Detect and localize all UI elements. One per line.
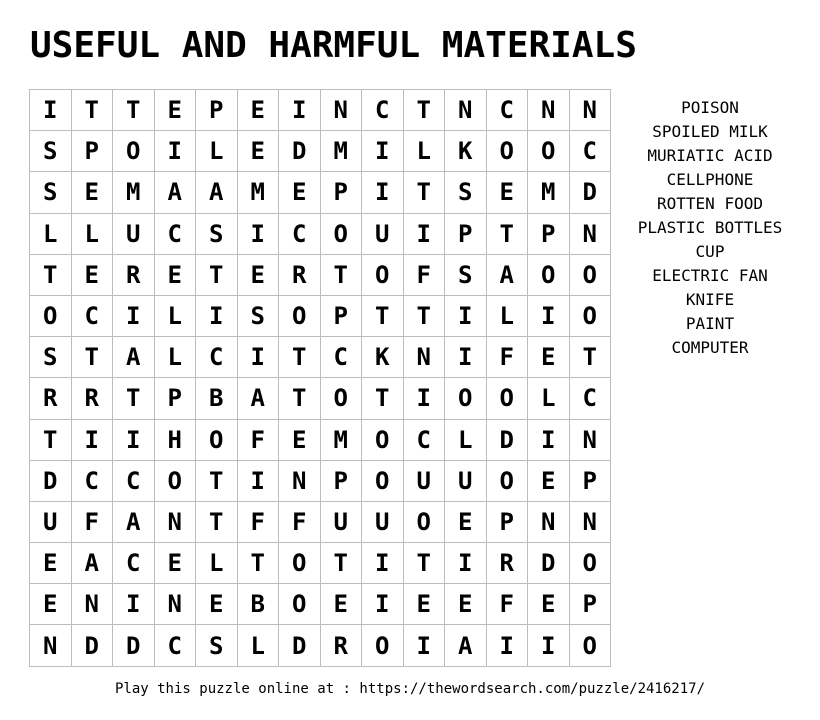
grid-cell[interactable]: N bbox=[72, 584, 114, 625]
grid-cell[interactable]: C bbox=[321, 337, 363, 378]
grid-cell[interactable]: C bbox=[487, 90, 529, 131]
grid-cell[interactable]: T bbox=[30, 420, 72, 461]
grid-cell[interactable]: O bbox=[362, 420, 404, 461]
word-list-item: CUP bbox=[695, 242, 725, 261]
grid-cell[interactable]: A bbox=[445, 625, 487, 666]
grid-cell[interactable]: A bbox=[72, 543, 114, 584]
grid-cell[interactable]: C bbox=[113, 543, 155, 584]
grid-cell[interactable]: O bbox=[321, 378, 363, 419]
grid-cell[interactable]: F bbox=[279, 502, 321, 543]
grid-cell[interactable]: D bbox=[528, 543, 570, 584]
grid-cell[interactable]: I bbox=[528, 625, 570, 666]
grid-cell[interactable]: E bbox=[72, 172, 114, 213]
grid-cell[interactable]: E bbox=[321, 584, 363, 625]
grid-cell[interactable]: I bbox=[113, 420, 155, 461]
grid-cell[interactable]: S bbox=[445, 255, 487, 296]
word-list bbox=[620, 96, 800, 360]
grid-cell[interactable]: O bbox=[487, 461, 529, 502]
grid-cell[interactable]: R bbox=[279, 255, 321, 296]
grid-cell[interactable]: E bbox=[155, 255, 197, 296]
grid-cell[interactable]: P bbox=[570, 584, 612, 625]
grid-cell[interactable]: F bbox=[487, 337, 529, 378]
grid-cell[interactable]: N bbox=[570, 90, 612, 131]
grid-cell[interactable]: I bbox=[196, 296, 238, 337]
grid-cell[interactable]: T bbox=[238, 543, 280, 584]
grid-cell[interactable]: I bbox=[528, 296, 570, 337]
grid-cell[interactable]: E bbox=[155, 543, 197, 584]
word-list-item: PLASTIC BOTTLES bbox=[637, 218, 783, 237]
grid-cell[interactable]: O bbox=[113, 131, 155, 172]
grid-cell[interactable]: B bbox=[238, 584, 280, 625]
grid-cell[interactable]: C bbox=[113, 461, 155, 502]
grid-cell[interactable]: A bbox=[238, 378, 280, 419]
grid-cell[interactable]: O bbox=[362, 461, 404, 502]
grid-cell[interactable]: I bbox=[404, 625, 446, 666]
grid-cell[interactable]: S bbox=[196, 625, 238, 666]
grid-cell[interactable]: E bbox=[238, 131, 280, 172]
grid-cell[interactable]: R bbox=[30, 378, 72, 419]
word-list-item: SPOILED MILK bbox=[652, 122, 768, 141]
grid-cell[interactable]: T bbox=[279, 378, 321, 419]
grid-cell[interactable]: T bbox=[72, 90, 114, 131]
grid-cell[interactable]: S bbox=[30, 337, 72, 378]
grid-cell[interactable]: L bbox=[155, 337, 197, 378]
grid-cell[interactable]: U bbox=[321, 502, 363, 543]
grid-cell[interactable]: L bbox=[404, 131, 446, 172]
grid-cell[interactable]: I bbox=[238, 214, 280, 255]
grid-cell[interactable]: R bbox=[72, 378, 114, 419]
grid-cell[interactable]: R bbox=[487, 543, 529, 584]
grid-cell[interactable]: C bbox=[72, 461, 114, 502]
grid-cell[interactable]: U bbox=[445, 461, 487, 502]
grid-cell[interactable]: O bbox=[487, 378, 529, 419]
grid-cell[interactable]: C bbox=[570, 131, 612, 172]
grid-cell[interactable]: I bbox=[362, 131, 404, 172]
grid-cell[interactable]: T bbox=[362, 378, 404, 419]
grid-cell[interactable]: P bbox=[570, 461, 612, 502]
grid-cell[interactable]: E bbox=[445, 584, 487, 625]
grid-cell[interactable]: O bbox=[487, 131, 529, 172]
grid-cell[interactable]: N bbox=[30, 625, 72, 666]
grid-cell[interactable]: A bbox=[113, 337, 155, 378]
grid-cell[interactable]: E bbox=[196, 584, 238, 625]
grid-cell[interactable]: L bbox=[155, 296, 197, 337]
grid-cell[interactable]: P bbox=[196, 90, 238, 131]
grid-cell[interactable]: R bbox=[113, 255, 155, 296]
grid-cell[interactable]: T bbox=[362, 296, 404, 337]
grid-cell[interactable]: I bbox=[445, 337, 487, 378]
grid-cell[interactable]: C bbox=[279, 214, 321, 255]
grid-cell[interactable]: N bbox=[528, 502, 570, 543]
grid-cell[interactable]: L bbox=[196, 131, 238, 172]
grid-cell[interactable]: L bbox=[30, 214, 72, 255]
grid-cell[interactable]: A bbox=[487, 255, 529, 296]
grid-cell[interactable]: T bbox=[321, 255, 363, 296]
grid-cell[interactable]: F bbox=[238, 502, 280, 543]
grid-cell[interactable]: O bbox=[155, 461, 197, 502]
grid-cell[interactable]: I bbox=[279, 90, 321, 131]
grid-cell[interactable]: O bbox=[279, 543, 321, 584]
grid-cell[interactable]: P bbox=[321, 296, 363, 337]
grid-cell[interactable]: T bbox=[30, 255, 72, 296]
grid-cell[interactable]: M bbox=[113, 172, 155, 213]
word-list-item: KNIFE bbox=[685, 290, 735, 309]
grid-cell[interactable]: N bbox=[570, 420, 612, 461]
grid-cell[interactable]: S bbox=[196, 214, 238, 255]
grid-cell[interactable]: N bbox=[155, 584, 197, 625]
word-list-item: ROTTEN FOOD bbox=[657, 194, 763, 213]
grid-cell[interactable]: E bbox=[72, 255, 114, 296]
grid-cell[interactable]: I bbox=[72, 420, 114, 461]
grid-cell[interactable]: E bbox=[238, 90, 280, 131]
grid-cell[interactable]: D bbox=[279, 625, 321, 666]
letter-grid bbox=[29, 89, 611, 667]
grid-cell[interactable]: R bbox=[321, 625, 363, 666]
grid-cell[interactable]: O bbox=[570, 255, 612, 296]
grid-cell[interactable]: I bbox=[487, 625, 529, 666]
grid-cell[interactable]: I bbox=[404, 214, 446, 255]
grid-cell[interactable]: O bbox=[528, 255, 570, 296]
grid-cell[interactable]: O bbox=[362, 625, 404, 666]
grid-cell[interactable]: E bbox=[155, 90, 197, 131]
grid-cell[interactable]: P bbox=[528, 214, 570, 255]
grid-cell[interactable]: S bbox=[238, 296, 280, 337]
grid-cell[interactable]: C bbox=[155, 625, 197, 666]
grid-cell[interactable]: T bbox=[196, 502, 238, 543]
footer bbox=[0, 679, 820, 699]
grid-cell[interactable]: E bbox=[445, 502, 487, 543]
grid-cell[interactable]: C bbox=[404, 420, 446, 461]
grid-cell[interactable]: I bbox=[238, 461, 280, 502]
grid-cell[interactable]: O bbox=[279, 584, 321, 625]
grid-cell[interactable]: S bbox=[30, 172, 72, 213]
grid-cell[interactable]: F bbox=[72, 502, 114, 543]
grid-cell[interactable]: F bbox=[404, 255, 446, 296]
grid-cell[interactable]: I bbox=[362, 543, 404, 584]
grid-cell[interactable]: D bbox=[72, 625, 114, 666]
grid-cell[interactable]: H bbox=[155, 420, 197, 461]
grid-cell[interactable]: T bbox=[404, 543, 446, 584]
grid-cell[interactable]: I bbox=[113, 296, 155, 337]
grid-cell[interactable]: T bbox=[404, 296, 446, 337]
grid-cell[interactable]: M bbox=[321, 420, 363, 461]
grid-cell[interactable]: C bbox=[72, 296, 114, 337]
grid-cell[interactable]: N bbox=[279, 461, 321, 502]
grid-cell[interactable]: I bbox=[528, 420, 570, 461]
grid-cell[interactable]: O bbox=[445, 378, 487, 419]
grid-cell[interactable]: U bbox=[362, 214, 404, 255]
grid-cell[interactable]: U bbox=[362, 502, 404, 543]
grid-cell[interactable]: E bbox=[238, 255, 280, 296]
grid-cell[interactable]: O bbox=[570, 543, 612, 584]
grid-cell[interactable]: T bbox=[113, 90, 155, 131]
word-list-item: COMPUTER bbox=[671, 338, 749, 357]
grid-cell[interactable]: D bbox=[487, 420, 529, 461]
grid-cell[interactable]: T bbox=[404, 172, 446, 213]
grid-cell[interactable]: U bbox=[30, 502, 72, 543]
puzzle-link[interactable]: https://thewordsearch.com/puzzle/2416217/ bbox=[359, 681, 705, 697]
grid-cell[interactable]: K bbox=[362, 337, 404, 378]
grid-cell[interactable]: N bbox=[321, 90, 363, 131]
grid-cell[interactable]: N bbox=[404, 337, 446, 378]
grid-cell[interactable]: E bbox=[404, 584, 446, 625]
grid-cell[interactable]: T bbox=[404, 90, 446, 131]
grid-cell[interactable]: M bbox=[238, 172, 280, 213]
grid-cell[interactable]: S bbox=[30, 131, 72, 172]
grid-cell[interactable]: E bbox=[279, 420, 321, 461]
grid-cell[interactable]: A bbox=[196, 172, 238, 213]
grid-cell[interactable]: I bbox=[238, 337, 280, 378]
grid-cell[interactable]: O bbox=[30, 296, 72, 337]
grid-cell[interactable]: N bbox=[528, 90, 570, 131]
grid-cell[interactable]: I bbox=[362, 172, 404, 213]
grid-cell[interactable]: B bbox=[196, 378, 238, 419]
grid-cell[interactable]: C bbox=[155, 214, 197, 255]
grid-cell[interactable]: N bbox=[570, 502, 612, 543]
grid-cell[interactable]: C bbox=[362, 90, 404, 131]
grid-cell[interactable]: L bbox=[487, 296, 529, 337]
grid-cell[interactable]: T bbox=[487, 214, 529, 255]
grid-cell[interactable]: O bbox=[404, 502, 446, 543]
grid-cell[interactable]: T bbox=[279, 337, 321, 378]
grid-cell[interactable]: O bbox=[321, 214, 363, 255]
word-list-item: CELLPHONE bbox=[666, 170, 754, 189]
grid-cell[interactable]: I bbox=[404, 378, 446, 419]
grid-cell[interactable]: T bbox=[196, 461, 238, 502]
grid-cell[interactable]: U bbox=[404, 461, 446, 502]
grid-cell[interactable]: E bbox=[528, 337, 570, 378]
grid-cell[interactable]: I bbox=[113, 584, 155, 625]
grid-cell[interactable]: P bbox=[445, 214, 487, 255]
grid-cell[interactable]: L bbox=[196, 543, 238, 584]
grid-cell[interactable]: D bbox=[279, 131, 321, 172]
grid-cell[interactable]: E bbox=[528, 461, 570, 502]
grid-cell[interactable]: M bbox=[528, 172, 570, 213]
grid-cell[interactable]: D bbox=[570, 172, 612, 213]
grid-cell[interactable]: F bbox=[487, 584, 529, 625]
grid-cell[interactable]: N bbox=[155, 502, 197, 543]
grid-cell[interactable]: P bbox=[155, 378, 197, 419]
grid-cell[interactable]: L bbox=[445, 420, 487, 461]
grid-cell[interactable]: L bbox=[528, 378, 570, 419]
grid-cell[interactable]: I bbox=[30, 90, 72, 131]
grid-cell[interactable]: C bbox=[570, 378, 612, 419]
footer-prefix: Play this puzzle online at : bbox=[114, 681, 360, 697]
grid-cell[interactable]: O bbox=[279, 296, 321, 337]
grid-cell[interactable]: I bbox=[445, 543, 487, 584]
grid-cell[interactable]: E bbox=[487, 172, 529, 213]
grid-cell[interactable]: I bbox=[445, 296, 487, 337]
grid-cell[interactable]: D bbox=[30, 461, 72, 502]
grid-cell[interactable]: N bbox=[570, 214, 612, 255]
grid-cell[interactable]: T bbox=[196, 255, 238, 296]
grid-cell[interactable]: P bbox=[487, 502, 529, 543]
grid-cell[interactable]: E bbox=[528, 584, 570, 625]
grid-cell[interactable]: E bbox=[30, 584, 72, 625]
grid-cell[interactable]: S bbox=[445, 172, 487, 213]
grid-cell[interactable]: P bbox=[72, 131, 114, 172]
word-list-item: PAINT bbox=[685, 314, 735, 333]
grid-cell[interactable]: D bbox=[113, 625, 155, 666]
grid-cell[interactable]: T bbox=[570, 337, 612, 378]
grid-cell[interactable]: T bbox=[321, 543, 363, 584]
grid-cell[interactable]: F bbox=[238, 420, 280, 461]
grid-cell[interactable]: P bbox=[321, 172, 363, 213]
grid-cell[interactable]: T bbox=[72, 337, 114, 378]
grid-cell[interactable]: M bbox=[321, 131, 363, 172]
grid-cell[interactable]: U bbox=[113, 214, 155, 255]
word-list-item: ELECTRIC FAN bbox=[652, 266, 768, 285]
grid-cell[interactable]: I bbox=[155, 131, 197, 172]
word-list-item: POISON bbox=[681, 98, 739, 117]
grid-cell[interactable]: E bbox=[279, 172, 321, 213]
grid-cell[interactable]: I bbox=[362, 584, 404, 625]
puzzle-title: USEFUL AND HARMFUL MATERIALS bbox=[30, 25, 637, 66]
grid-cell[interactable]: P bbox=[321, 461, 363, 502]
grid-cell[interactable]: O bbox=[570, 625, 612, 666]
grid-cell[interactable]: O bbox=[196, 420, 238, 461]
grid-cell[interactable]: L bbox=[238, 625, 280, 666]
word-list-item: MURIATIC ACID bbox=[647, 146, 773, 165]
grid-cell[interactable]: O bbox=[570, 296, 612, 337]
grid-cell[interactable]: K bbox=[445, 131, 487, 172]
grid-cell[interactable]: E bbox=[30, 543, 72, 584]
grid-cell[interactable]: T bbox=[113, 378, 155, 419]
grid-cell[interactable]: A bbox=[113, 502, 155, 543]
grid-cell[interactable]: A bbox=[155, 172, 197, 213]
grid-cell[interactable]: O bbox=[528, 131, 570, 172]
grid-cell[interactable]: N bbox=[445, 90, 487, 131]
grid-cell[interactable]: C bbox=[196, 337, 238, 378]
grid-cell[interactable]: O bbox=[362, 255, 404, 296]
grid-cell[interactable]: L bbox=[72, 214, 114, 255]
